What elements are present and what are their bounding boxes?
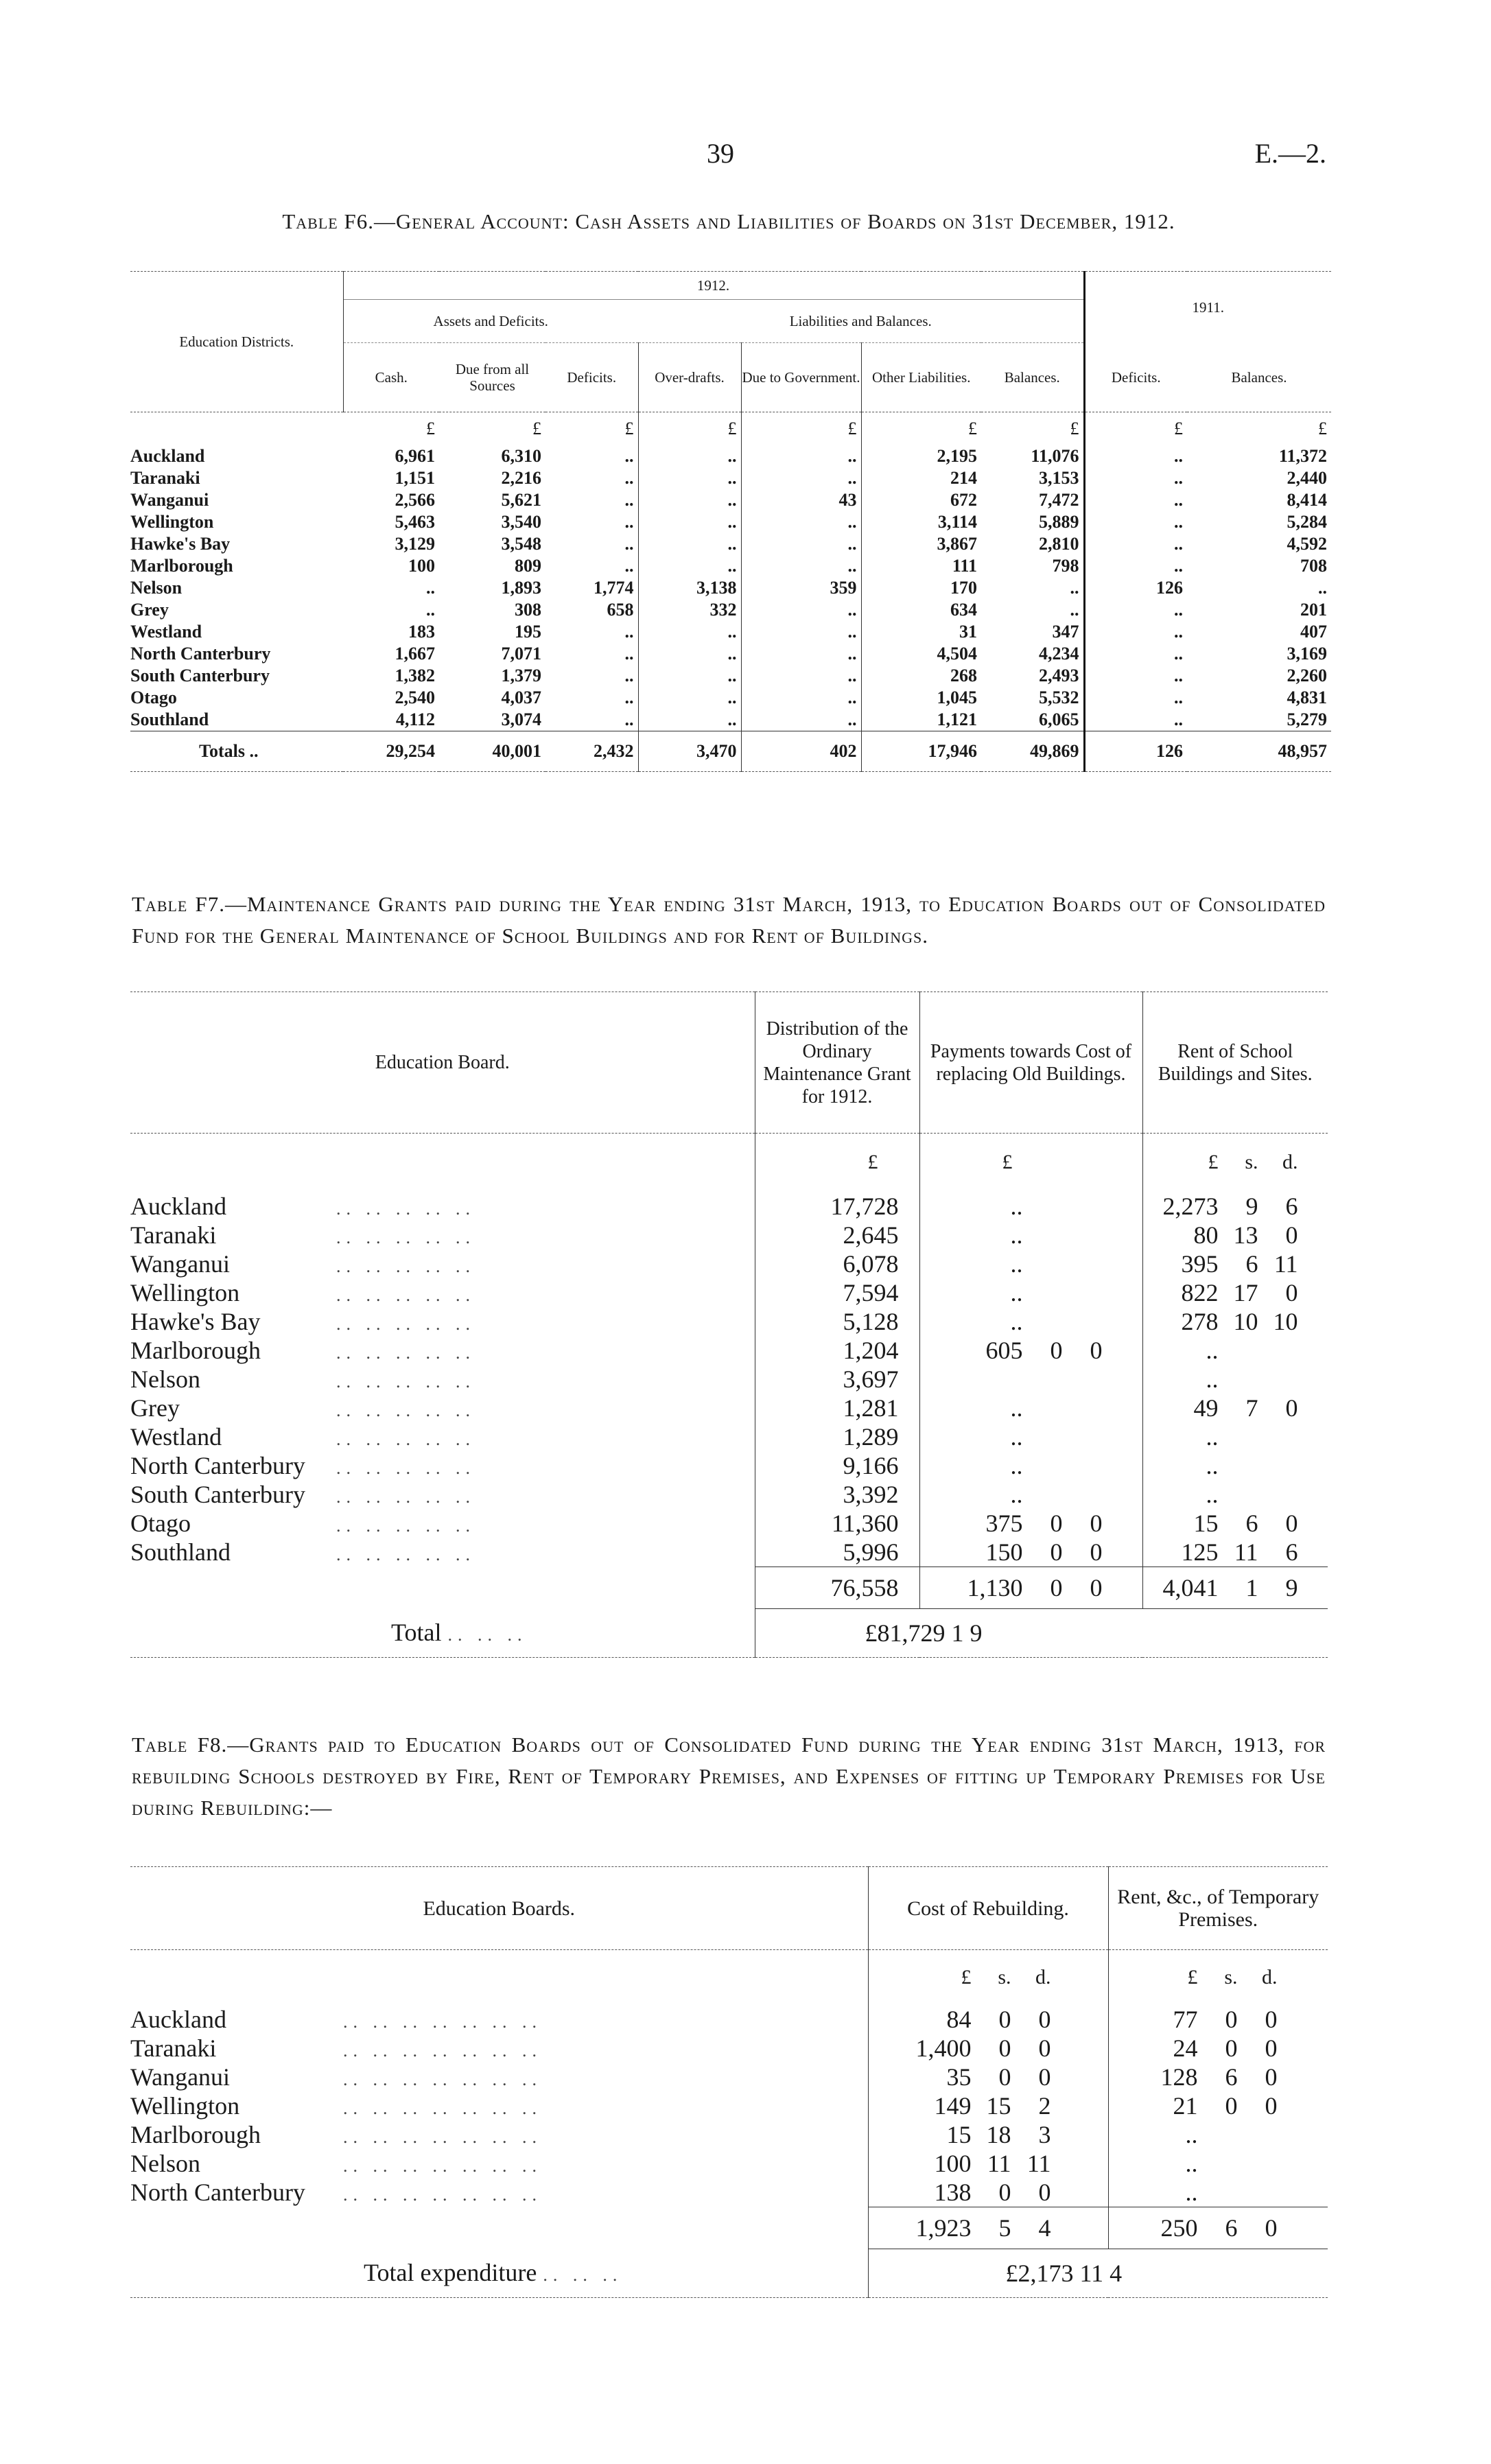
due-from-value: 6,310 bbox=[501, 445, 541, 466]
cash-value: 4,112 bbox=[395, 709, 435, 729]
overdrafts-value: .. bbox=[638, 709, 741, 731]
table-f8-title: Table F8.—Grants paid to Education Boards out of Consolidated Fund during the Year ending 31st March, 1913, for rebuilding Schools destroyed by Fire, Rent of Temporary Premises, and Expenses of fitting up Temporary Premises for Use during Rebuilding:— bbox=[132, 1733, 1326, 1820]
other-liabilities-value: 672 bbox=[950, 489, 977, 510]
board-name: Marlborough .. .. .. .. .. .. .. bbox=[130, 2120, 868, 2149]
table-row bbox=[130, 1278, 1328, 1307]
due-from-value: 3,548 bbox=[501, 533, 541, 554]
other-liabilities-value: 3,114 bbox=[937, 511, 977, 532]
f7-total-label: Total .. .. .. bbox=[130, 1608, 755, 1657]
table-row bbox=[130, 2091, 1328, 2120]
deficits-value: .. bbox=[545, 489, 638, 511]
deficits-1911-value: .. bbox=[1174, 709, 1183, 729]
board-name: Marlborough .. .. .. .. .. bbox=[130, 1336, 755, 1365]
payments-value: .. bbox=[919, 1307, 1142, 1336]
grant-value: 2,645 bbox=[755, 1221, 919, 1249]
payments-value: .. bbox=[919, 1249, 1142, 1278]
table-row bbox=[130, 643, 1331, 665]
due-from-value: 195 bbox=[515, 621, 541, 642]
table-row bbox=[130, 1336, 1328, 1365]
other-liabilities-value: 3,867 bbox=[937, 533, 977, 554]
table-row bbox=[130, 665, 1331, 687]
unit-pound: £ bbox=[968, 418, 977, 438]
deficits-value: .. bbox=[545, 533, 638, 555]
board-name: Nelson .. .. .. .. .. bbox=[130, 1365, 755, 1394]
due-from-value: 3,074 bbox=[501, 709, 541, 729]
payments-value: .. bbox=[919, 1394, 1142, 1422]
due-to-value: .. bbox=[741, 445, 861, 467]
deficits-1911-value: .. bbox=[1174, 489, 1183, 510]
due-from-value: 7,071 bbox=[501, 643, 541, 664]
board-name: Hawke's Bay .. .. .. .. .. bbox=[130, 1307, 755, 1336]
payments-value: .. bbox=[919, 1480, 1142, 1509]
f6-total-deficits: 2,432 bbox=[545, 731, 638, 771]
overdrafts-value: .. bbox=[638, 643, 741, 665]
balances-value: 2,810 bbox=[981, 533, 1084, 555]
table-row bbox=[130, 1394, 1328, 1422]
col-header-due-to: Due to Government. bbox=[741, 343, 861, 412]
overdrafts-value: .. bbox=[638, 467, 741, 489]
grant-value: 6,078 bbox=[755, 1249, 919, 1278]
due-from-value: 809 bbox=[515, 555, 541, 576]
board-name: Wanganui .. .. .. .. .. .. .. bbox=[130, 2063, 868, 2091]
grant-value: 3,697 bbox=[755, 1365, 919, 1394]
col-header-board: Education Board. bbox=[130, 992, 755, 1134]
col-header-district: Education Districts. bbox=[130, 272, 343, 412]
f6-total-due-from: 40,001 bbox=[492, 740, 541, 761]
cash-value: .. bbox=[426, 577, 435, 598]
other-liabilities-value: 111 bbox=[952, 555, 977, 576]
board-name: North Canterbury .. .. .. .. .. .. .. bbox=[130, 2178, 868, 2207]
balances-value: 7,472 bbox=[981, 489, 1084, 511]
table-row bbox=[130, 445, 1331, 467]
unit-pound: £ bbox=[919, 1134, 1142, 1192]
f6-total-cash: 29,254 bbox=[386, 740, 435, 761]
balances-1911-value: 8,414 bbox=[1287, 489, 1327, 510]
due-from-value: 2,216 bbox=[501, 467, 541, 488]
deficits-value: .. bbox=[545, 467, 638, 489]
overdrafts-value: .. bbox=[638, 687, 741, 709]
balances-value: 6,065 bbox=[981, 709, 1084, 731]
table-row bbox=[130, 1192, 1328, 1221]
col-header-1912: 1912. bbox=[343, 272, 1084, 300]
overdrafts-value: .. bbox=[638, 665, 741, 687]
table-row bbox=[130, 555, 1331, 577]
temp-rent-value: 77 0 0 bbox=[1173, 2005, 1278, 2033]
other-liabilities-value: 4,504 bbox=[937, 643, 977, 664]
col-header-distribution: Distribution of the Ordinary Maintenance Grant for 1912. bbox=[755, 992, 919, 1134]
table-row bbox=[130, 2034, 1328, 2063]
overdrafts-value: .. bbox=[638, 489, 741, 511]
temp-rent-value: .. bbox=[1185, 2149, 1198, 2177]
other-liabilities-value: 1,045 bbox=[937, 687, 977, 707]
unit-pound: £ bbox=[1318, 418, 1327, 438]
district-name: Westland bbox=[130, 621, 202, 642]
board-name: Auckland .. .. .. .. .. .. .. bbox=[130, 2005, 868, 2034]
table-row bbox=[130, 599, 1331, 621]
rent-value: .. bbox=[1206, 1422, 1219, 1451]
rent-value: 125 11 6 bbox=[1181, 1538, 1298, 1566]
district-name: Southland bbox=[130, 709, 209, 729]
balances-1911-value: 3,169 bbox=[1287, 643, 1327, 664]
unit-pound: £ bbox=[638, 412, 741, 445]
board-name: Taranaki .. .. .. .. .. bbox=[130, 1221, 755, 1249]
rebuild-cost-value: 35 0 0 bbox=[868, 2063, 1108, 2091]
due-to-value: 359 bbox=[741, 577, 861, 599]
rent-value: 278 10 10 bbox=[1181, 1307, 1298, 1335]
other-liabilities-value: 1,121 bbox=[937, 709, 977, 729]
grant-value: 1,289 bbox=[755, 1422, 919, 1451]
col-header-due-from: Due from all Sources bbox=[455, 361, 530, 394]
unit-pound: £ bbox=[532, 418, 541, 438]
grant-value: 17,728 bbox=[755, 1192, 919, 1221]
cash-value: 2,540 bbox=[395, 687, 435, 707]
f6-totals-label: Totals .. bbox=[199, 740, 259, 761]
table-row bbox=[130, 1451, 1328, 1480]
cash-value: 5,463 bbox=[395, 511, 435, 532]
table-row bbox=[130, 577, 1331, 599]
col-header-rent: Rent, &c., of Temporary Premises. bbox=[1117, 1886, 1319, 1931]
units-lsd: £ s. d. bbox=[1187, 1965, 1278, 1988]
f6-total-due-to: 402 bbox=[741, 731, 861, 771]
other-liabilities-value: 2,195 bbox=[937, 445, 977, 466]
f7-subtotal-payments: 1,130 0 0 bbox=[919, 1567, 1142, 1608]
col-header-cash: Cash. bbox=[375, 369, 408, 386]
due-from-value: 308 bbox=[515, 599, 541, 620]
col-header-balances-1911: Balances. bbox=[1231, 368, 1287, 386]
table-row bbox=[130, 1538, 1328, 1567]
deficits-value: .. bbox=[545, 709, 638, 731]
f6-total-bal-1911: 48,957 bbox=[1278, 740, 1327, 761]
balances-1911-value: 708 bbox=[1300, 555, 1327, 576]
units-lsd: £ s. d. bbox=[868, 1950, 1108, 2005]
table-row bbox=[130, 1221, 1328, 1249]
f7-subtotal-rent: 4,041 1 9 bbox=[1142, 1567, 1328, 1608]
deficits-value: .. bbox=[545, 687, 638, 709]
balances-value: 5,532 bbox=[981, 687, 1084, 709]
table-row bbox=[130, 489, 1331, 511]
board-name: Nelson .. .. .. .. .. .. .. bbox=[130, 2149, 868, 2178]
balances-1911-value: 11,372 bbox=[1278, 445, 1327, 466]
deficits-1911-value: .. bbox=[1174, 511, 1183, 532]
other-liabilities-value: 214 bbox=[950, 467, 977, 488]
due-to-value: .. bbox=[741, 687, 861, 709]
rebuild-cost-value: 1,400 0 0 bbox=[868, 2034, 1108, 2063]
temp-rent-value: .. bbox=[1185, 2120, 1198, 2148]
deficits-1911-value: .. bbox=[1174, 445, 1183, 466]
deficits-1911-value: .. bbox=[1174, 533, 1183, 554]
due-to-value: .. bbox=[741, 709, 861, 731]
payments-value bbox=[919, 1365, 1142, 1394]
group-header-liabilities: Liabilities and Balances. bbox=[638, 300, 1084, 343]
rent-value: 80 13 0 bbox=[1193, 1221, 1298, 1249]
col-header-overdrafts: Over-drafts. bbox=[638, 343, 741, 412]
f8-grand-total: £2,173 11 4 bbox=[868, 2249, 1328, 2297]
rent-value: .. bbox=[1206, 1451, 1219, 1479]
deficits-1911-value: .. bbox=[1174, 665, 1183, 685]
f7-grand-total: £81,729 1 9 bbox=[755, 1608, 1328, 1657]
district-name: Nelson bbox=[130, 577, 183, 598]
due-to-value: .. bbox=[741, 643, 861, 665]
rent-value: 822 17 0 bbox=[1181, 1278, 1298, 1306]
rent-value: .. bbox=[1206, 1480, 1219, 1508]
due-to-value: .. bbox=[741, 621, 861, 643]
payments-value: .. bbox=[919, 1221, 1142, 1249]
due-from-value: 1,893 bbox=[501, 577, 541, 598]
units-lsd: £ s. d. bbox=[1208, 1151, 1298, 1174]
deficits-value: .. bbox=[545, 643, 638, 665]
f8-subtotal-rebuild: 1,923 5 4 bbox=[868, 2207, 1108, 2249]
balances-value: 5,889 bbox=[981, 511, 1084, 533]
payments-value: .. bbox=[919, 1422, 1142, 1451]
rebuild-cost-value: 84 0 0 bbox=[868, 2005, 1108, 2034]
grant-value: 7,594 bbox=[755, 1278, 919, 1307]
table-f6-title: Table F6.—General Account: Cash Assets and Liabilities of Boards on 31st December, 1912. bbox=[282, 209, 1175, 233]
board-name: South Canterbury .. .. .. .. .. bbox=[130, 1480, 755, 1509]
deficits-1911-value: .. bbox=[1174, 621, 1183, 642]
board-name: Taranaki .. .. .. .. .. .. .. bbox=[130, 2034, 868, 2063]
balances-value: 11,076 bbox=[981, 445, 1084, 467]
overdrafts-value: .. bbox=[638, 445, 741, 467]
f7-subtotal-grant: 76,558 bbox=[755, 1567, 919, 1608]
f6-total-overdrafts: 3,470 bbox=[638, 731, 741, 771]
balances-value: 4,234 bbox=[981, 643, 1084, 665]
table-row bbox=[130, 1365, 1328, 1394]
balances-1911-value: .. bbox=[1318, 577, 1327, 598]
group-header-assets: Assets and Deficits. bbox=[343, 300, 638, 343]
balances-1911-value: 4,831 bbox=[1287, 687, 1327, 707]
due-from-value: 5,621 bbox=[501, 489, 541, 510]
due-from-value: 1,379 bbox=[501, 665, 541, 685]
cash-value: 1,382 bbox=[395, 665, 435, 685]
table-row bbox=[130, 687, 1331, 709]
overdrafts-value: .. bbox=[638, 555, 741, 577]
table-row bbox=[130, 511, 1331, 533]
due-to-value: .. bbox=[741, 533, 861, 555]
due-to-value: .. bbox=[741, 511, 861, 533]
overdrafts-value: 3,138 bbox=[638, 577, 741, 599]
district-name: Otago bbox=[130, 687, 177, 707]
balances-1911-value: 2,440 bbox=[1287, 467, 1327, 488]
balances-value: 347 bbox=[981, 621, 1084, 643]
unit-pound: £ bbox=[426, 418, 435, 438]
table-f7-title: Table F7.—Maintenance Grants paid during the Year ending 31st March, 1913, to Education Boards out of Consolidated Fund for the General Maintenance of School Buildings and for Rent of Buildings. bbox=[132, 892, 1326, 948]
table-row bbox=[130, 533, 1331, 555]
temp-rent-value: 128 6 0 bbox=[1160, 2063, 1278, 2091]
due-to-value: .. bbox=[741, 599, 861, 621]
temp-rent-value: 21 0 0 bbox=[1173, 2091, 1278, 2120]
other-liabilities-value: 634 bbox=[950, 599, 977, 620]
deficits-value: 658 bbox=[545, 599, 638, 621]
f8-total-label: Total expenditure .. .. .. bbox=[130, 2249, 868, 2297]
rebuild-cost-value: 138 0 0 bbox=[868, 2178, 1108, 2207]
table-f7 bbox=[130, 992, 1328, 1658]
f6-total-def-1911: 126 bbox=[1156, 740, 1183, 761]
table-row bbox=[130, 2178, 1328, 2207]
district-name: Marlborough bbox=[130, 555, 233, 576]
board-name: Wanganui .. .. .. .. .. bbox=[130, 1249, 755, 1278]
f6-total-balances: 49,869 bbox=[981, 731, 1084, 771]
board-name: Auckland .. .. .. .. .. bbox=[130, 1192, 755, 1221]
rent-value: .. bbox=[1206, 1365, 1219, 1393]
balances-1911-value: 201 bbox=[1300, 599, 1327, 620]
col-header-deficits-1911: Deficits. bbox=[1111, 368, 1161, 386]
due-to-value: .. bbox=[741, 665, 861, 687]
temp-rent-value: 24 0 0 bbox=[1173, 2034, 1278, 2062]
cash-value: 3,129 bbox=[395, 533, 435, 554]
balances-value: 3,153 bbox=[981, 467, 1084, 489]
board-name: North Canterbury .. .. .. .. .. bbox=[130, 1451, 755, 1480]
rebuild-cost-value: 149 15 2 bbox=[868, 2091, 1108, 2120]
district-name: Hawke's Bay bbox=[130, 533, 231, 554]
other-liabilities-value: 268 bbox=[950, 665, 977, 685]
overdrafts-value: .. bbox=[638, 533, 741, 555]
cash-value: 183 bbox=[408, 621, 435, 642]
cash-value: 1,151 bbox=[395, 467, 435, 488]
table-row bbox=[130, 2063, 1328, 2091]
balances-1911-value: 5,284 bbox=[1287, 511, 1327, 532]
unit-pound: £ bbox=[981, 412, 1084, 445]
board-name: Southland .. .. .. .. .. bbox=[130, 1538, 755, 1567]
balances-value: .. bbox=[981, 577, 1084, 599]
cash-value: 2,566 bbox=[395, 489, 435, 510]
table-row bbox=[130, 2005, 1328, 2034]
overdrafts-value: 332 bbox=[638, 599, 741, 621]
temp-rent-value: .. bbox=[1185, 2178, 1198, 2206]
report-code: E.—2. bbox=[1254, 138, 1326, 169]
rent-value: 395 6 11 bbox=[1181, 1249, 1298, 1278]
table-row bbox=[130, 1307, 1328, 1336]
payments-value: .. bbox=[919, 1278, 1142, 1307]
unit-pound: £ bbox=[545, 412, 638, 445]
col-header-balances: Balances. bbox=[981, 343, 1084, 412]
col-header-deficits: Deficits. bbox=[545, 343, 638, 412]
balances-value: .. bbox=[981, 599, 1084, 621]
board-name: Westland .. .. .. .. .. bbox=[130, 1422, 755, 1451]
balances-1911-value: 4,592 bbox=[1287, 533, 1327, 554]
table-row bbox=[130, 467, 1331, 489]
deficits-1911-value: .. bbox=[1174, 687, 1183, 707]
payments-value: 150 0 0 bbox=[919, 1538, 1142, 1567]
rebuild-cost-value: 15 18 3 bbox=[868, 2120, 1108, 2149]
grant-value: 1,281 bbox=[755, 1394, 919, 1422]
deficits-1911-value: .. bbox=[1174, 467, 1183, 488]
grant-value: 9,166 bbox=[755, 1451, 919, 1480]
deficits-value: 1,774 bbox=[545, 577, 638, 599]
table-f8 bbox=[130, 1866, 1328, 2298]
col-header-other: Other Liabilities. bbox=[872, 369, 971, 386]
table-row bbox=[130, 1509, 1328, 1538]
deficits-value: .. bbox=[545, 665, 638, 687]
table-row bbox=[130, 621, 1331, 643]
grant-value: 5,996 bbox=[755, 1538, 919, 1567]
board-name: Grey .. .. .. .. .. bbox=[130, 1394, 755, 1422]
table-row bbox=[130, 1422, 1328, 1451]
district-name: Taranaki bbox=[130, 467, 200, 488]
deficits-1911-value: .. bbox=[1174, 599, 1183, 620]
overdrafts-value: .. bbox=[638, 621, 741, 643]
cash-value: 100 bbox=[408, 555, 435, 576]
overdrafts-value: .. bbox=[638, 511, 741, 533]
balances-1911-value: 2,260 bbox=[1287, 665, 1327, 685]
rebuild-cost-value: 100 11 11 bbox=[868, 2149, 1108, 2178]
col-header-rent: Rent of School Buildings and Sites. bbox=[1158, 1040, 1313, 1085]
f8-subtotal-rent: 250 6 0 bbox=[1108, 2207, 1328, 2249]
grant-value: 11,360 bbox=[755, 1509, 919, 1538]
deficits-1911-value: .. bbox=[1174, 555, 1183, 576]
payments-value: 605 0 0 bbox=[919, 1336, 1142, 1365]
cash-value: 6,961 bbox=[395, 445, 435, 466]
board-name: Otago .. .. .. .. .. bbox=[130, 1509, 755, 1538]
rent-value: 15 6 0 bbox=[1193, 1509, 1298, 1537]
grant-value: 5,128 bbox=[755, 1307, 919, 1336]
due-to-value: .. bbox=[741, 467, 861, 489]
cash-value: 1,667 bbox=[395, 643, 435, 664]
col-header-board: Education Boards. bbox=[130, 1867, 868, 1950]
unit-pound: £ bbox=[741, 412, 861, 445]
district-name: Auckland bbox=[130, 445, 205, 466]
col-header-1911: 1911. bbox=[1192, 298, 1224, 316]
grant-value: 1,204 bbox=[755, 1336, 919, 1365]
table-f6 bbox=[130, 271, 1331, 772]
unit-pound: £ bbox=[755, 1134, 919, 1192]
rent-value: .. bbox=[1206, 1336, 1219, 1364]
due-to-value: 43 bbox=[741, 489, 861, 511]
payments-value: .. bbox=[919, 1451, 1142, 1480]
deficits-1911-value: 126 bbox=[1156, 577, 1183, 598]
cash-value: .. bbox=[426, 599, 435, 620]
unit-pound: £ bbox=[1174, 418, 1183, 438]
table-row bbox=[130, 2149, 1328, 2178]
payments-value: 375 0 0 bbox=[919, 1509, 1142, 1538]
deficits-value: .. bbox=[545, 555, 638, 577]
district-name: North Canterbury bbox=[130, 643, 271, 664]
due-from-value: 3,540 bbox=[501, 511, 541, 532]
table-row bbox=[130, 1480, 1328, 1509]
deficits-value: .. bbox=[545, 621, 638, 643]
district-name: Wellington bbox=[130, 511, 214, 532]
district-name: Grey bbox=[130, 599, 169, 620]
col-header-rebuild: Cost of Rebuilding. bbox=[868, 1867, 1108, 1950]
district-name: Wanganui bbox=[130, 489, 209, 510]
due-from-value: 4,037 bbox=[501, 687, 541, 707]
page-number: 39 bbox=[707, 138, 734, 169]
table-row bbox=[130, 709, 1331, 731]
board-name: Wellington .. .. .. .. .. .. .. bbox=[130, 2091, 868, 2120]
grant-value: 3,392 bbox=[755, 1480, 919, 1509]
table-row bbox=[130, 1249, 1328, 1278]
district-name: South Canterbury bbox=[130, 665, 270, 685]
f6-total-other: 17,946 bbox=[928, 740, 977, 761]
balances-value: 798 bbox=[981, 555, 1084, 577]
balances-1911-value: 407 bbox=[1300, 621, 1327, 642]
deficits-1911-value: .. bbox=[1174, 643, 1183, 664]
other-liabilities-value: 31 bbox=[959, 621, 977, 642]
due-to-value: .. bbox=[741, 555, 861, 577]
table-row bbox=[130, 2120, 1328, 2149]
balances-value: 2,493 bbox=[981, 665, 1084, 687]
payments-value: .. bbox=[919, 1192, 1142, 1221]
board-name: Wellington .. .. .. .. .. bbox=[130, 1278, 755, 1307]
other-liabilities-value: 170 bbox=[950, 577, 977, 598]
col-header-payments: Payments towards Cost of replacing Old Buildings. bbox=[919, 992, 1142, 1134]
deficits-value: .. bbox=[545, 445, 638, 467]
rent-value: 49 7 0 bbox=[1193, 1394, 1298, 1422]
balances-1911-value: 5,279 bbox=[1287, 709, 1327, 729]
rent-value: 2,273 9 6 bbox=[1162, 1192, 1298, 1220]
deficits-value: .. bbox=[545, 511, 638, 533]
